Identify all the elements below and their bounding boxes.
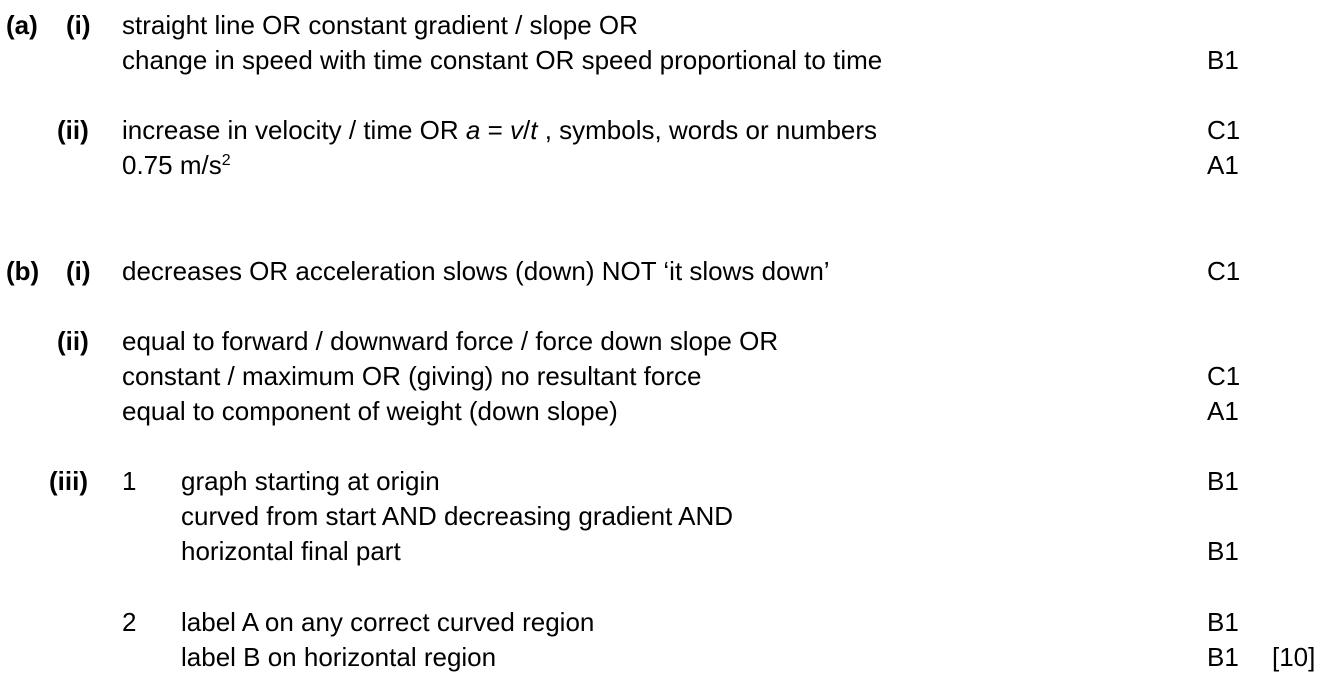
part-b-iii-label: (iii) xyxy=(49,466,88,496)
mark: C1 xyxy=(1207,115,1241,145)
mark: B1 xyxy=(1207,536,1239,566)
mark: A1 xyxy=(1207,150,1239,180)
mark: B1 xyxy=(1207,45,1239,75)
answer-line: curved from start AND decreasing gradient AND xyxy=(181,501,734,531)
answer-line: graph starting at origin xyxy=(181,466,440,496)
answer-line: straight line OR constant gradient / slope OR xyxy=(122,10,638,40)
answer-line: equal to component of weight (down slope) xyxy=(122,396,618,426)
answer-line: label A on any correct curved region xyxy=(181,607,595,637)
mark: B1 xyxy=(1207,607,1239,637)
part-b-i-label: (i) xyxy=(66,256,91,286)
part-a-ii-label: (ii) xyxy=(57,115,89,145)
sub-number: 1 xyxy=(122,466,137,496)
answer-line: label B on horizontal region xyxy=(181,642,497,672)
mark: B1 xyxy=(1207,642,1239,672)
answer-line: 0.75 $m/s^2$ xyxy=(122,150,231,180)
mark: C1 xyxy=(1207,256,1241,286)
answer-line: change in speed with time constant OR speed proportional to time xyxy=(122,45,883,75)
answer-line: decreases OR acceleration slows (down) NOT ‘it slows down’ xyxy=(122,256,830,286)
answer-line: equal to forward / downward force / force down slope OR xyxy=(122,326,779,356)
part-b-label: (b) xyxy=(6,256,40,286)
sub-number: 2 xyxy=(122,607,137,637)
total-marks: [10] xyxy=(1272,642,1316,672)
answer-line: increase in velocity / time OR a = v/t , symbols, words or numbers xyxy=(122,115,878,145)
mark: A1 xyxy=(1207,396,1239,426)
mark: C1 xyxy=(1207,361,1241,391)
part-a-i-label: (i) xyxy=(66,10,91,40)
part-b-ii-label: (ii) xyxy=(57,326,89,356)
part-a-label: (a) xyxy=(6,10,38,40)
answer-line: horizontal final part xyxy=(181,536,401,566)
mark: B1 xyxy=(1207,466,1239,496)
answer-line: constant / maximum OR (giving) no resultant force xyxy=(122,361,702,391)
